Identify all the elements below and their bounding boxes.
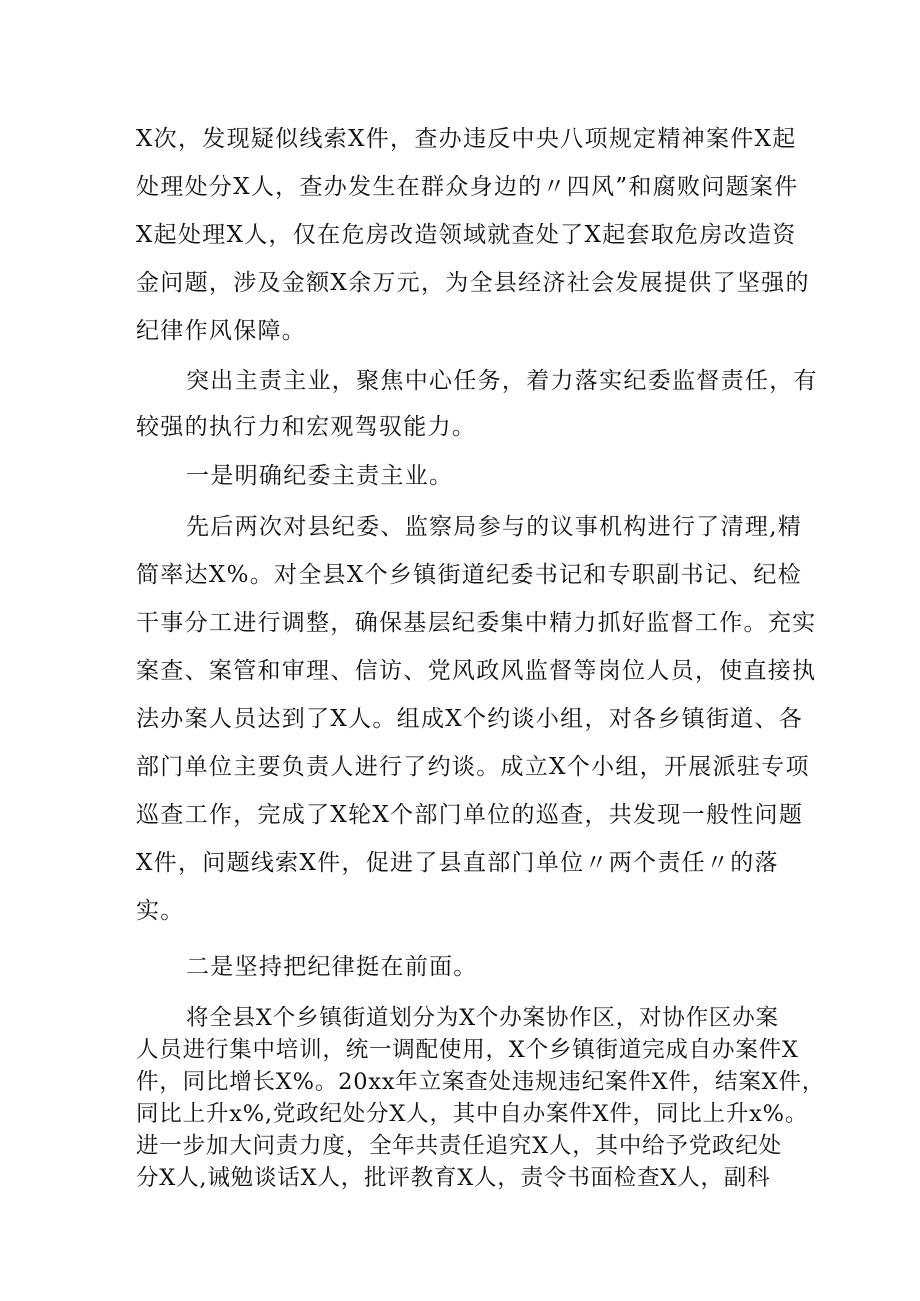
text-line: 先后两次对县纪委、监察局参与的议事机构进行了清理,精 bbox=[186, 514, 803, 540]
text-line: X起处理X人，仅在危房改造领域就查处了X起套取危房改造资 bbox=[136, 222, 797, 248]
text-line: X次，发现疑似线索X件，查办违反中央八项规定精神案件X起 bbox=[136, 126, 797, 152]
text-line: 巡查工作，完成了X轮X个部门单位的巡查，共发现一般性问题 bbox=[136, 802, 804, 828]
text-line: 法办案人员达到了X人。组成X个约谈小组，对各乡镇街道、各 bbox=[136, 706, 804, 732]
text-line: 干事分工进行调整，确保基层纪委集中精力抓好监督工作。充实 bbox=[136, 610, 817, 636]
text-line: 纪律作风保障。 bbox=[136, 318, 307, 344]
text-line: 分X人,诫勉谈话X人，批评教育X人，责令书面检查X人，副科 bbox=[136, 1165, 771, 1191]
text-line: 简率达X%。对全县X个乡镇街道纪委书记和专职副书记、纪检 bbox=[136, 562, 803, 588]
text-line: 较强的执行力和宏观驾驭能力。 bbox=[136, 414, 477, 440]
text-line: 部门单位主要负责人进行了约谈。成立X个小组，开展派驻专项 bbox=[136, 754, 810, 780]
text-line: X件，问题线索X件，促进了县直部门单位〃两个责任〃的落 bbox=[136, 850, 779, 876]
text-line: 处理处分X人，查办发生在群众身边的〃四风”和腐败问题案件 bbox=[136, 174, 799, 200]
text-line: 同比上升x%,党政纪处分X人，其中自办案件X件，同比上升x%。 bbox=[136, 1101, 809, 1127]
text-line: 实。 bbox=[136, 898, 185, 924]
text-line: 突出主责主业，聚焦中心任务，着力落实纪委监督责任，有 bbox=[186, 368, 818, 394]
text-line: 将全县X个乡镇街道划分为X个办案协作区，对协作区办案 bbox=[186, 1005, 779, 1031]
heading-text: 二是坚持把纪律挺在前面。 bbox=[186, 954, 478, 980]
text-line: 金问题，涉及金额X余万元，为全县经济社会发展提供了坚强的 bbox=[136, 270, 810, 296]
heading-text: 一是明确纪委主责主业。 bbox=[186, 463, 454, 489]
text-line: 进一步加大问责力度，全年共责任追究X人，其中给予党政纪处 bbox=[136, 1133, 782, 1159]
text-line: 人员进行集中培训，统一调配使用，X个乡镇街道完成自办案件X bbox=[136, 1037, 799, 1063]
text-line: 案查、案管和审理、信访、党风政风监督等岗位人员，使直接执 bbox=[136, 658, 817, 684]
text-line: 件，同比增长X%。20xx年立案查处违规违纪案件X件，结案X件， bbox=[136, 1069, 826, 1095]
